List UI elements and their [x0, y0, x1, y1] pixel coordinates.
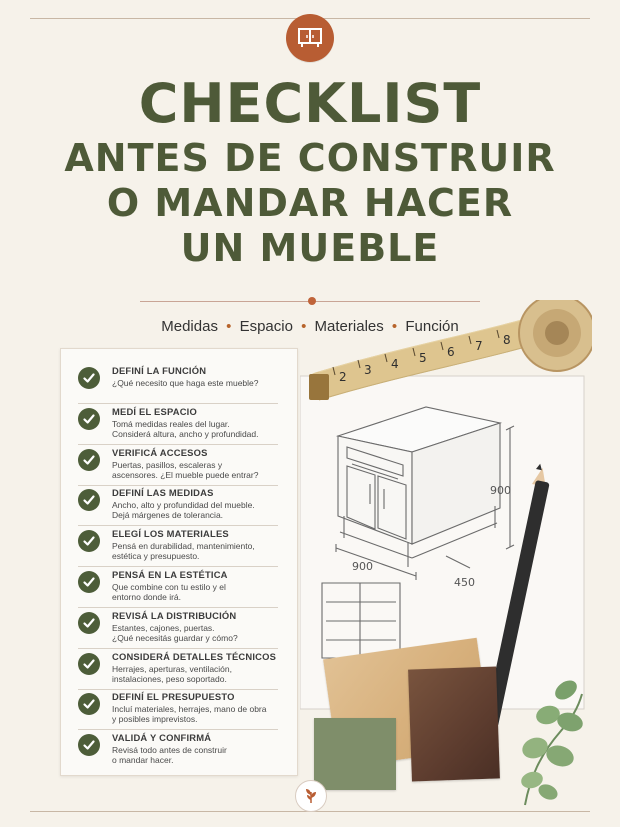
checklist-item	[78, 569, 278, 608]
checklist-item-title: PENSÁ EN LA ESTÉTICA	[112, 569, 228, 580]
tape-number: 8	[503, 333, 511, 347]
checklist-item-title: DEFINÍ LA FUNCIÓN	[112, 365, 207, 376]
checklist-item	[78, 651, 278, 690]
dark-wood-swatch	[408, 666, 500, 781]
checklist-item-description: Que combine con tu estilo y el entorno donde irá.	[112, 582, 226, 602]
checklist-item-description: Revisá todo antes de construir o mandar hacer.	[112, 745, 227, 766]
cabinet-icon	[297, 27, 323, 49]
title-line-2: ANTES DE CONSTRUIR	[64, 136, 556, 180]
checklist-item	[78, 610, 278, 649]
checklist-item-description: Tomá medidas reales del lugar. Considerá altura, ancho y profundidad.	[112, 418, 259, 439]
leaf-icon	[302, 787, 320, 805]
checklist-item-description: ¿Qué necesito que haga este mueble?	[112, 378, 259, 388]
checklist-item	[78, 487, 278, 526]
cabinet-badge	[286, 14, 334, 62]
subtitle-dot-1: •	[226, 318, 232, 335]
leaf-icon-decoration	[490, 660, 600, 810]
pencil-lead	[536, 463, 543, 470]
tape-svg	[309, 300, 592, 416]
title-block	[0, 72, 620, 271]
checklist-item-title: DEFINÍ LAS MEDIDAS	[112, 487, 214, 499]
checklist-item	[78, 732, 278, 770]
checklist-item-title: DEFINÍ EL PRESUPUESTO	[112, 691, 235, 703]
checklist-item-title: VERIFICÁ ACCESOS	[112, 446, 208, 458]
checkmark-icon	[78, 530, 100, 552]
leaf-decoration	[490, 660, 600, 810]
checklist-item	[78, 691, 278, 730]
measuring-tape	[309, 300, 592, 416]
subtitle-medidas: Medidas	[161, 318, 218, 335]
checklist-item-title: REVISÁ LA DISTRIBUCIÓN	[112, 609, 237, 621]
checklist-item-description: Puertas, pasillos, escaleras y ascensores. ¿El mueble puede entrar?	[112, 459, 259, 480]
subtitle-materiales: Materiales	[314, 318, 384, 335]
checklist-item-description: Pensá en durabilidad, mantenimiento, estética y presupuesto.	[112, 541, 255, 562]
tape-number: 7	[475, 339, 483, 353]
checklist-item-title: MEDÍ EL ESPACIO	[112, 405, 197, 417]
subtitle-funcion: Función	[405, 318, 459, 335]
checklist-item-description: Estantes, cajones, puertas. ¿Qué necesitás guardar y cómo?	[112, 622, 238, 643]
checklist-item	[78, 528, 278, 567]
subtitle-dot-2: •	[301, 318, 307, 335]
title-line-1: CHECKLIST	[138, 72, 482, 135]
checkmark-icon	[78, 693, 100, 715]
checklist-item	[78, 365, 278, 404]
checklist-item-title: VALIDÁ Y CONFIRMÁ	[112, 732, 212, 744]
tape-number: 5	[419, 351, 427, 365]
checklist-item-description: Ancho, alto y profundidad del mueble. Dejá márgenes de tolerancia.	[112, 500, 255, 521]
checkmark-icon	[78, 489, 100, 511]
checklist-item-title: ELEGÍ LOS MATERIALES	[112, 528, 229, 540]
title-line-4: UN MUEBLE	[180, 226, 440, 270]
checkmark-icon	[78, 408, 100, 430]
depth-dimension-label: 450	[454, 576, 475, 589]
leaf-badge	[295, 780, 327, 812]
title-line-3: O MANDAR HACER	[106, 181, 514, 225]
subtitle-dot-3: •	[391, 318, 398, 335]
checkmark-icon	[78, 734, 100, 756]
checkmark-icon	[78, 612, 100, 634]
height-dimension-label: 900	[490, 484, 511, 497]
tape-number: 6	[447, 345, 455, 359]
green-swatch	[314, 718, 396, 790]
tape-number: 2	[339, 370, 347, 384]
tape-number: 3	[364, 363, 372, 377]
checkmark-icon	[78, 367, 100, 389]
tape-number: 4	[391, 357, 399, 371]
checklist-item	[78, 406, 278, 445]
checklist-item-description: Herrajes, aperturas, ventilación, instalaciones, peso soportado.	[112, 663, 233, 684]
subtitle-espacio: Espacio	[239, 318, 293, 335]
checklist-item-title: CONSIDERÁ DETALLES TÉCNICOS	[112, 650, 277, 662]
checkmark-icon	[78, 571, 100, 593]
checkmark-icon	[78, 449, 100, 471]
width-dimension-label: 900	[352, 560, 373, 573]
checklist-item	[78, 447, 278, 486]
checklist-item-description: Incluí materiales, herrajes, mano de obra y posibles imprevistos.	[112, 704, 267, 725]
checkmark-icon	[78, 653, 100, 675]
